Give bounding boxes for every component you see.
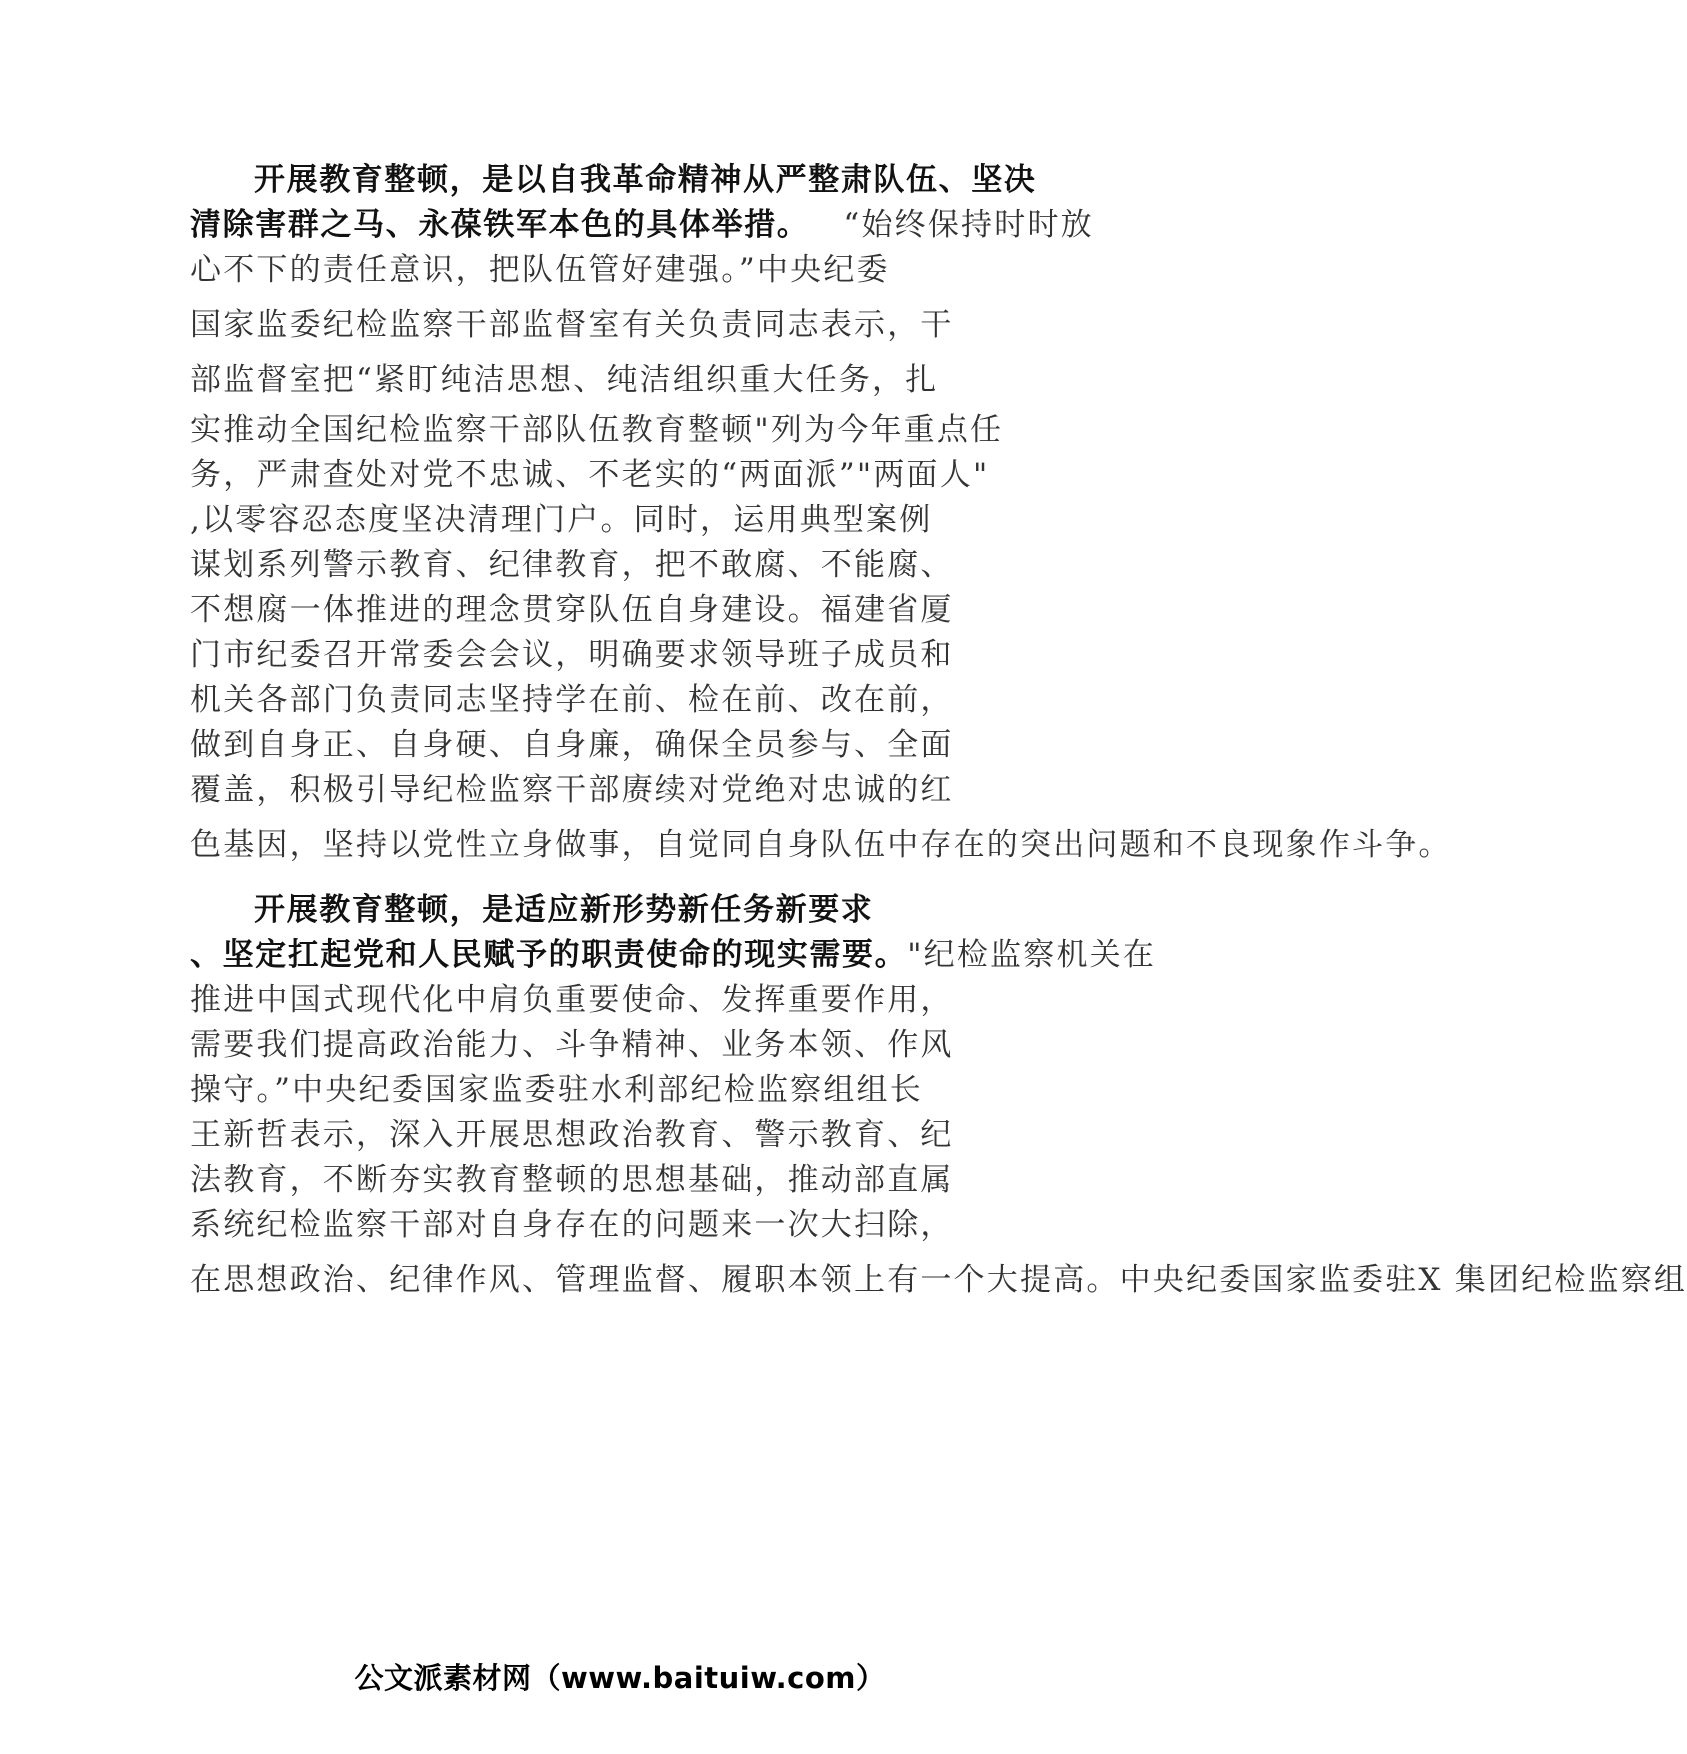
paragraph-1-body-part: 务，严肃查处对党不忠诚、不老实的“两面派”"两面人": [190, 457, 990, 493]
paragraph-1-body-part: 做到自身正、自身硬、自身廉，确保全员参与、全面: [190, 727, 954, 763]
text-line: [190, 590, 954, 630]
paragraph-1-body-part: 不想腐一体推进的理念贯穿队伍自身建设。福建省厦: [190, 592, 954, 628]
paragraph-1-body-part: ,以零容忍态度坚决清理门户。同时，运用典型案例: [190, 502, 933, 538]
paragraph-1-body-part: 谋划系列警示教育、纪律教育，把不敢腐、不能腐、: [190, 547, 954, 583]
text-line: [190, 980, 954, 1020]
paragraph-1-body-part: 门市纪委召开常委会会议，明确要求领导班子成员和: [190, 637, 954, 673]
text-line: [190, 205, 1094, 245]
paragraph-1-lead-part-2: 清除害群之马、永葆铁军本色的具体举措。: [190, 207, 810, 243]
paragraph-2-body-part: 需要我们提高政治能力、斗争精神、业务本领、作风: [190, 1027, 954, 1063]
text-line: [190, 360, 938, 400]
text-line: [190, 250, 890, 290]
paragraph-2-body-part: 法教育，不断夯实教育整顿的思想基础，推动部直属: [190, 1162, 954, 1198]
paragraph-1-body-part: 心不下的责任意识，把队伍管好建强。”中央纪委: [190, 252, 890, 288]
text-line: [190, 635, 954, 675]
text-line: [190, 500, 932, 540]
text-line: [190, 725, 954, 765]
text-line: [190, 1160, 954, 1200]
paragraph-1-body-part: 部监督室把“紧盯纯洁思想、纯洁组织重大任务，扎: [190, 362, 939, 398]
text-line: [190, 410, 1003, 450]
text-line: [254, 160, 1036, 200]
paragraph-2-body-part: 系统纪检监察干部对自身存在的问题来一次大扫除，: [190, 1207, 954, 1243]
text-line: [190, 305, 954, 345]
text-line: [254, 890, 873, 930]
text-line: [190, 680, 954, 720]
paragraph-2-lead-part-2: 、坚定扛起党和人民赋予的职责使命的现实需要。: [190, 937, 908, 973]
paragraph-1-body-part: 色基因，坚持以党性立身做事，自觉同自身队伍中存在的突出问题和不良现象作斗争。: [190, 827, 1452, 863]
text-line: [190, 1115, 954, 1155]
paragraph-2-body-part: "纪检监察机关在: [907, 937, 1157, 973]
paragraph-2-body-part: 推进中国式现代化中肩负重要使命、发挥重要作用，: [190, 982, 954, 1018]
paragraph-2-body-part: 操守。”中央纪委国家监委驻水利部纪检监察组组长: [190, 1072, 923, 1108]
text-line: [190, 1205, 954, 1245]
text-line: [190, 935, 1156, 975]
paragraph-2-body-part: 在思想政治、纪律作风、管理监督、履职本领上有一个大提高。中央纪委国家监委驻X 集团纪检监察组: [190, 1262, 1687, 1298]
text-line: [190, 455, 989, 495]
paragraph-1-body-part: “始终保持时时放: [843, 207, 1094, 243]
text-line: [190, 545, 954, 585]
paragraph-1-lead-part-1: 开展教育整顿，是以自我革命精神从严整肃队伍、坚决: [254, 162, 1037, 198]
paragraph-1-body-part: 实推动全国纪检监察干部队伍教育整顿"列为今年重点任: [190, 412, 1004, 448]
paragraph-1-body-part: 机关各部门负责同志坚持学在前、检在前、改在前，: [190, 682, 954, 718]
text-line: [190, 825, 1452, 865]
paragraph-1-body-part: 国家监委纪检监察干部监督室有关负责同志表示，干: [190, 307, 954, 343]
text-line: [190, 1025, 954, 1065]
text-line: [190, 1070, 923, 1110]
paragraph-2-lead-part-1: 开展教育整顿，是适应新形势新任务新要求: [254, 892, 874, 928]
text-line: [190, 770, 954, 810]
footer-watermark: 公文派素材网（www.baituiw.com）: [354, 1661, 886, 1695]
paragraph-2-body-part: 王新哲表示，深入开展思想政治教育、警示教育、纪: [190, 1117, 954, 1153]
text-line: [190, 1260, 1687, 1300]
paragraph-1-body-part: 覆盖，积极引导纪检监察干部赓续对党绝对忠诚的红: [190, 772, 954, 808]
